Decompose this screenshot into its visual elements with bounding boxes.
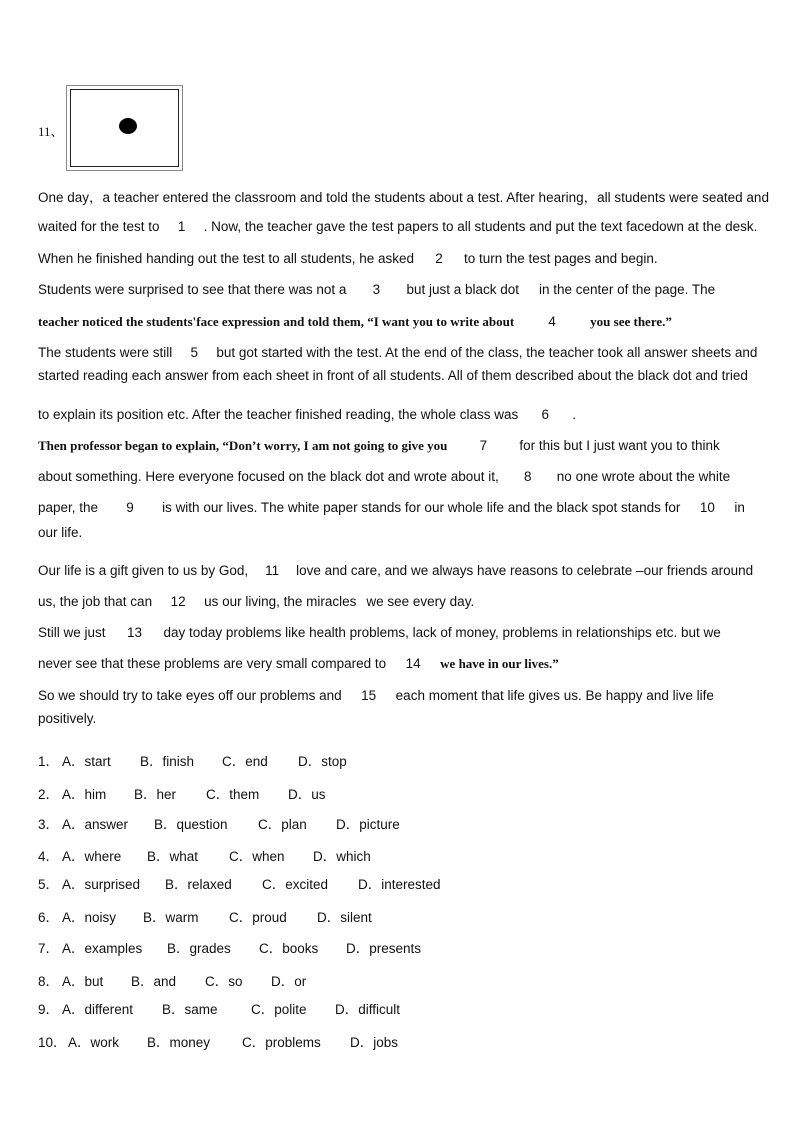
question-number: 4．: [38, 849, 60, 864]
option-d[interactable]: D．us: [288, 787, 326, 802]
passage-line: [38, 186, 769, 206]
option-b[interactable]: B．and: [131, 974, 177, 989]
blank-number: 11: [265, 563, 280, 578]
option-d[interactable]: D．stop: [298, 754, 347, 769]
option-b[interactable]: B．grades: [167, 941, 231, 956]
blank-number: 13: [127, 625, 143, 640]
passage-line: [38, 407, 576, 422]
passage-line: [38, 500, 745, 515]
option-d[interactable]: D．jobs: [350, 1035, 399, 1050]
passage-text: but got started with the test. At the end of the class, the teacher took all answer sheets and: [216, 345, 758, 360]
option-b[interactable]: B．finish: [140, 754, 195, 769]
option-c[interactable]: C．problems: [242, 1035, 321, 1050]
option-a[interactable]: A．work: [68, 1035, 120, 1050]
passage-line: [38, 656, 559, 672]
option-c[interactable]: C．end: [222, 754, 268, 769]
passage-text: never see that these problems are very small compared to: [38, 656, 387, 671]
question-number: 1．: [38, 754, 60, 769]
option-d[interactable]: D．difficult: [335, 1002, 401, 1017]
passage-text: .: [572, 407, 577, 422]
passage-text: Then professor began to explain, “Don’t worry, I am not going to give you: [38, 438, 448, 453]
option-c[interactable]: C．when: [229, 849, 285, 864]
option-d[interactable]: D．silent: [317, 910, 372, 925]
option-c[interactable]: C．proud: [229, 910, 287, 925]
option-b[interactable]: B．warm: [143, 910, 199, 925]
question-number: 9．: [38, 1002, 60, 1017]
blank-number: 7: [479, 438, 488, 453]
option-c[interactable]: C．books: [259, 941, 319, 956]
question-number: 3．: [38, 817, 60, 832]
option-a[interactable]: A．answer: [62, 817, 129, 832]
question-number: 2．: [38, 787, 60, 802]
passage-text: we have in our lives.”: [440, 656, 559, 671]
blank-number: 10: [699, 500, 715, 515]
option-d[interactable]: D．which: [313, 849, 371, 864]
option-d[interactable]: D．or: [271, 974, 307, 989]
option-a[interactable]: A．where: [62, 849, 122, 864]
passage-text: for this but I just want you to think: [519, 438, 720, 453]
passage-text: about something. Here everyone focused on the black dot and wrote about it,: [38, 469, 499, 484]
passage-line: [38, 594, 474, 609]
black-dot-figure: [66, 85, 183, 171]
passage-line: [38, 688, 714, 703]
passage-text: each moment that life gives us. Be happy and live life: [395, 688, 714, 703]
passage-line: [38, 282, 715, 297]
passage-line: [38, 368, 748, 383]
blank-number: 12: [170, 594, 186, 609]
passage-text: to explain its position etc. After the teacher finished reading, the whole class was: [38, 407, 519, 422]
passage-text: . Now, the teacher gave the test papers to all students and put the text facedown at the desk.: [203, 219, 758, 234]
passage-text: but just a black dot: [406, 282, 520, 297]
blank-number: 3: [372, 282, 381, 297]
passage-text: in: [734, 500, 745, 515]
passage-text: So we should try to take eyes off our problems and: [38, 688, 342, 703]
passage-text: Our life is a gift given to us by God,: [38, 563, 249, 578]
passage-text: is with our lives. The white paper stands for our whole life and the black spot stands for: [162, 500, 681, 515]
passage-line: [38, 525, 82, 540]
option-c[interactable]: C．excited: [262, 877, 329, 892]
passage-text: When he finished handing out the test to all students, he asked: [38, 251, 415, 266]
blank-number: 8: [524, 469, 532, 484]
passage-text: in the center of the page. The: [539, 282, 716, 297]
passage-text: you see there.”: [590, 314, 672, 329]
question-number: 8．: [38, 974, 60, 989]
blank-number: 9: [126, 500, 134, 515]
question-number: 10．: [38, 1035, 67, 1050]
option-a[interactable]: A．start: [62, 754, 111, 769]
passage-text: started reading each answer from each sheet in front of all students. All of them described about the black dot and tried: [38, 368, 748, 383]
passage-line: [38, 625, 721, 640]
option-b[interactable]: B．same: [162, 1002, 218, 1017]
blank-number: 1: [177, 219, 186, 234]
option-d[interactable]: D．picture: [336, 817, 400, 832]
option-d[interactable]: D．interested: [358, 877, 441, 892]
option-a[interactable]: A．examples: [62, 941, 143, 956]
option-c[interactable]: C．so: [205, 974, 243, 989]
option-c[interactable]: C．plan: [258, 817, 307, 832]
passage-line: [38, 345, 757, 360]
passage-text: day today problems like health problems, lack of money, problems in relationships etc. but we: [163, 625, 721, 640]
passage-text: love and care, and we always have reasons to celebrate –our friends around: [296, 563, 754, 578]
option-a[interactable]: A．but: [62, 974, 104, 989]
option-a[interactable]: A．noisy: [62, 910, 117, 925]
blank-number: 6: [541, 407, 550, 422]
passage-line: [38, 438, 720, 454]
blank-number: 15: [361, 688, 377, 703]
option-b[interactable]: B．her: [134, 787, 177, 802]
passage-line: [38, 219, 757, 234]
option-a[interactable]: A．surprised: [62, 877, 141, 892]
passage-text: us our living, the miracles: [204, 594, 357, 609]
passage-line: [38, 469, 730, 484]
passage-line: [38, 711, 96, 726]
passage-text: Still we just: [38, 625, 106, 640]
white-paper-frame: [70, 89, 179, 167]
option-b[interactable]: B．what: [147, 849, 199, 864]
passage-text: Students were surprised to see that there was not a: [38, 282, 347, 297]
passage-text: waited for the test to: [38, 219, 160, 234]
question-number: 6．: [38, 910, 60, 925]
option-b[interactable]: B．question: [154, 817, 228, 832]
passage-text: teacher noticed the students'face expression and told them, “I want you to write about: [38, 314, 515, 329]
question-number: 7．: [38, 941, 60, 956]
passage-text: One day，a teacher entered the classroom and told the students about a test. After hearing，all students were seated and: [38, 190, 769, 205]
option-a[interactable]: A．him: [62, 787, 107, 802]
blank-number: 4: [548, 314, 556, 329]
passage-line: [38, 314, 672, 330]
passage-text: we see every day.: [366, 594, 475, 609]
passage-text: us, the job that can: [38, 594, 153, 609]
passage-line: [38, 251, 658, 266]
passage-text: paper, the: [38, 500, 99, 515]
option-a[interactable]: A．different: [62, 1002, 134, 1017]
question-number: 5．: [38, 877, 60, 892]
passage-text: no one wrote about the white: [556, 469, 731, 484]
option-d[interactable]: D．presents: [346, 941, 422, 956]
option-c[interactable]: C．polite: [251, 1002, 307, 1017]
blank-number: 5: [190, 345, 199, 360]
passage-text: positively.: [38, 711, 97, 726]
passage-text: The students were still: [38, 345, 173, 360]
blank-number: 14: [405, 656, 421, 671]
black-dot-icon: [119, 118, 137, 134]
figure-label: 11、: [38, 124, 64, 139]
option-c[interactable]: C．them: [206, 787, 260, 802]
option-b[interactable]: B．relaxed: [165, 877, 232, 892]
option-b[interactable]: B．money: [147, 1035, 211, 1050]
passage-text: to turn the test pages and begin.: [464, 251, 658, 266]
passage-text: our life.: [38, 525, 83, 540]
blank-number: 2: [435, 251, 443, 266]
passage-line: [38, 563, 753, 578]
